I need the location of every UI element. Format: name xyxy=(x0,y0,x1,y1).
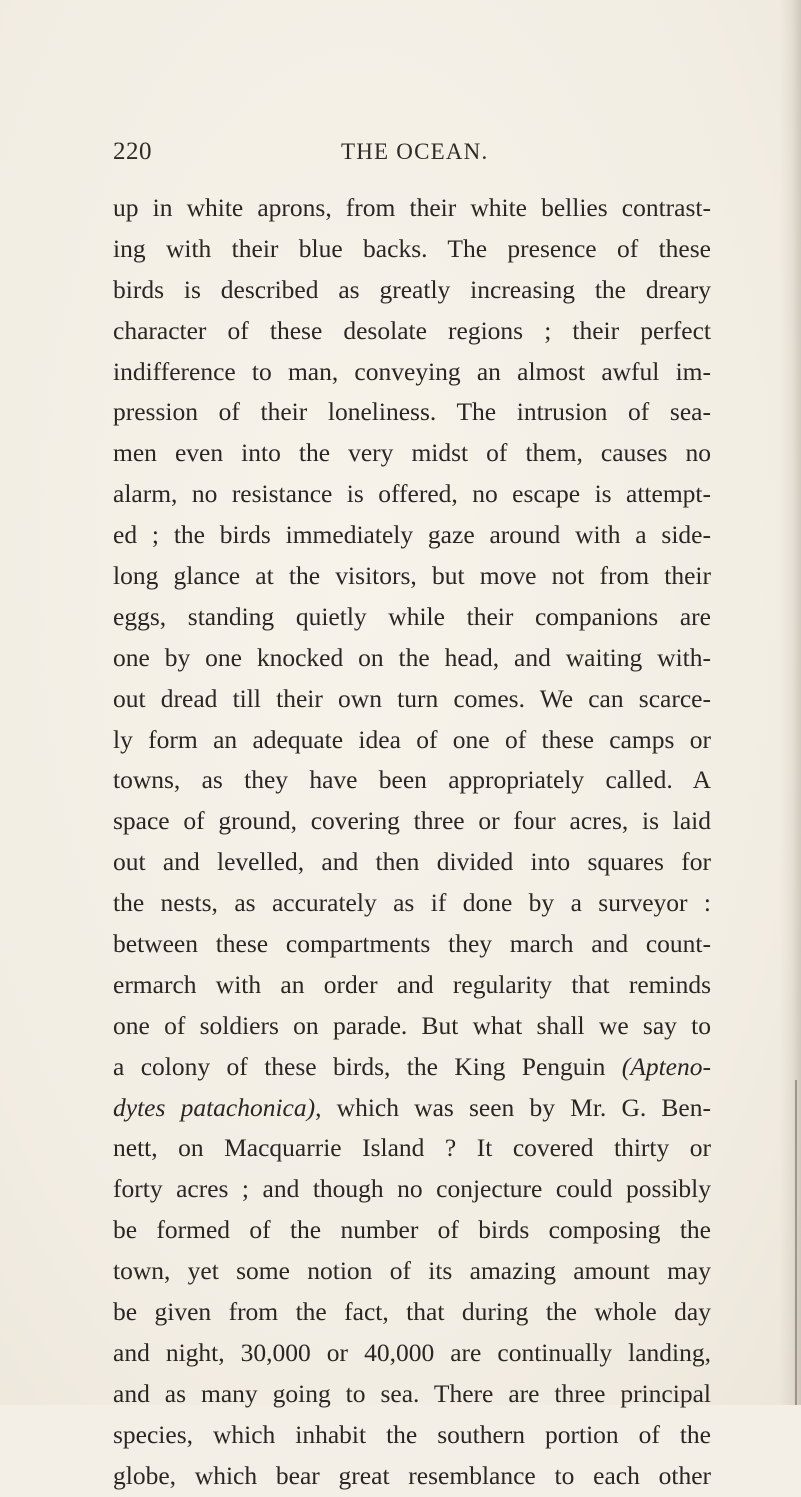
text-line: up in white aprons, from their white bellies contrast- xyxy=(113,193,711,222)
text-line: ed ; the birds immediately gaze around with a side- xyxy=(113,520,711,550)
text-line: birds is described as greatly increasing the dreary xyxy=(113,274,711,304)
text-line: one by one knocked on the head, and waiting with- xyxy=(113,642,711,672)
text-line: towns, as they have been appropriately called. A xyxy=(113,765,711,795)
text-line: one of soldiers on parade. But what shall we say to xyxy=(113,1010,711,1040)
text-segment: , which was seen by Mr. G. Ben- xyxy=(315,1092,711,1122)
text-line: ing with their blue backs. The presence of these xyxy=(113,233,711,263)
text-line: indifference to man, conveying an almost awful im- xyxy=(113,356,711,386)
italic-species-name: (Apteno- xyxy=(621,1051,711,1081)
text-line: long glance at the visitors, but move not from their xyxy=(113,561,711,591)
text-line: be formed of the number of birds composing the xyxy=(113,1215,711,1245)
page-header xyxy=(113,138,713,172)
text-line: town, yet some notion of its amazing amount may xyxy=(113,1256,711,1286)
text-line: globe, which bear great resemblance to each other xyxy=(113,1460,711,1490)
text-line: between these compartments they march and count- xyxy=(113,929,711,959)
body-text xyxy=(113,188,711,1497)
text-line xyxy=(113,1047,711,1088)
page-edge-shadow xyxy=(779,0,801,1405)
text-line: species, which inhabit the southern portion of the xyxy=(113,1419,711,1449)
text-line: character of these desolate regions ; their perfect xyxy=(113,315,711,345)
text-line: the nests, as accurately as if done by a surveyor : xyxy=(113,888,711,918)
running-head: THE OCEAN. xyxy=(341,139,489,164)
text-line: out and levelled, and then divided into squares for xyxy=(113,847,711,877)
text-segment: a colony of these birds, the King Penguin xyxy=(113,1051,622,1081)
text-line: ly form an adequate idea of one of these camps or xyxy=(113,724,711,754)
text-line: and as many going to sea. There are three principal xyxy=(113,1378,711,1408)
text-line: eggs, standing quietly while their companions are xyxy=(113,601,711,631)
text-line: men even into the very midst of them, causes no xyxy=(113,438,711,468)
text-line: pression of their loneliness. The intrusion of sea- xyxy=(113,397,711,427)
page-number: 220 xyxy=(113,138,152,165)
text-line: and night, 30,000 or 40,000 are continually landing, xyxy=(113,1337,711,1367)
text-line: be given from the fact, that during the whole day xyxy=(113,1297,711,1327)
italic-species-name: dytes patachonica) xyxy=(113,1092,316,1122)
text-line xyxy=(113,1088,711,1129)
text-line: ermarch with an order and regularity that reminds xyxy=(113,969,711,999)
text-line: alarm, no resistance is offered, no escape is attempt- xyxy=(113,479,711,509)
text-line: nett, on Macquarrie Island ? It covered thirty or xyxy=(113,1133,711,1163)
page-edge-line xyxy=(795,1080,797,1405)
text-line: out dread till their own turn comes. We can scarce- xyxy=(113,683,711,713)
text-line: space of ground, covering three or four acres, is laid xyxy=(113,806,711,836)
text-line: forty acres ; and though no conjecture could possibly xyxy=(113,1174,711,1204)
